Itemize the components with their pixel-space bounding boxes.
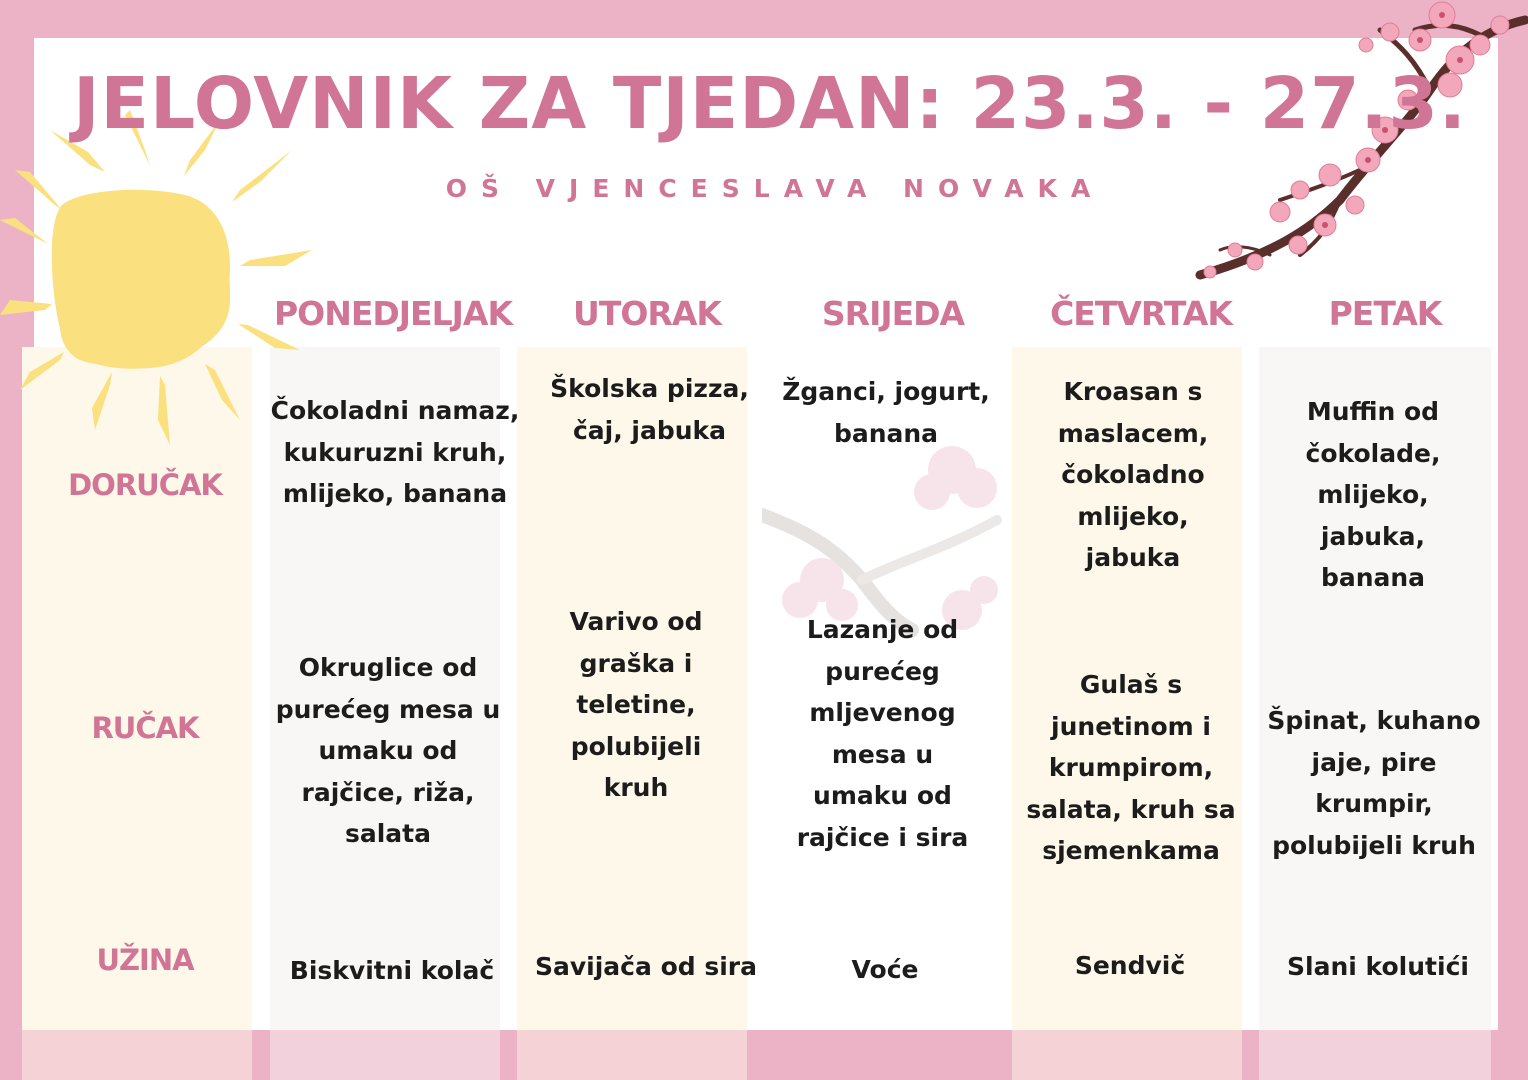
day-header-utorak: UTORAK xyxy=(573,294,721,333)
lunch-ponedjeljak: Okruglice od purećeg mesa u umaku od rajčice, riža, salata xyxy=(275,653,501,848)
breakfast-cetvrtak: Kroasan s maslacem, čokoladno mlijeko, jabuka xyxy=(1057,377,1209,572)
school-name: OŠ VJENCESLAVA NOVAKA xyxy=(445,174,1105,203)
snack-ponedjeljak: Biskvitni kolač xyxy=(289,956,495,985)
row-label-snack: UŽINA xyxy=(96,943,194,977)
snack-srijeda: Voće xyxy=(851,955,919,984)
day-header-cetvrtak: ČETVRTAK xyxy=(1050,294,1232,333)
day-header-petak: PETAK xyxy=(1328,294,1442,333)
snack-cetvrtak: Sendvič xyxy=(1074,951,1186,980)
day-header-srijeda: SRIJEDA xyxy=(821,294,965,333)
lunch-cetvrtak: Gulaš s junetinom i krumpirom, salata, kruh sa sjemenkama xyxy=(1026,670,1236,865)
bottom-frame xyxy=(0,1030,1528,1080)
lunch-srijeda: Lazanje od purećeg mljevenog mesa u umaku od rajčice i sira xyxy=(796,615,969,852)
row-label-breakfast: DORUČAK xyxy=(68,468,222,502)
breakfast-srijeda: Žganci, jogurt, banana xyxy=(782,377,990,448)
lunch-petak: Špinat, kuhano jaje, pire krumpir, polubijeli kruh xyxy=(1267,706,1481,860)
page-title: JELOVNIK ZA TJEDAN: 23.3. - 27.3. xyxy=(73,62,1467,145)
lunch-utorak: Varivo od graška i teletine, polubijeli kruh xyxy=(569,607,703,802)
day-header-ponedjeljak: PONEDJELJAK xyxy=(273,294,513,333)
breakfast-utorak: Školska pizza, čaj, jabuka xyxy=(550,374,749,445)
breakfast-ponedjeljak: Čokoladni namaz, kukuruzni kruh, mlijeko, banana xyxy=(270,396,520,508)
snack-utorak: Savijača od sira xyxy=(535,952,757,981)
row-label-lunch: RUČAK xyxy=(91,711,199,745)
cherry-blossom-branch-icon xyxy=(1180,0,1528,290)
breakfast-petak: Muffin od čokolade, mlijeko, jabuka, banana xyxy=(1305,397,1441,592)
snack-petak: Slani kolutići xyxy=(1287,952,1469,981)
